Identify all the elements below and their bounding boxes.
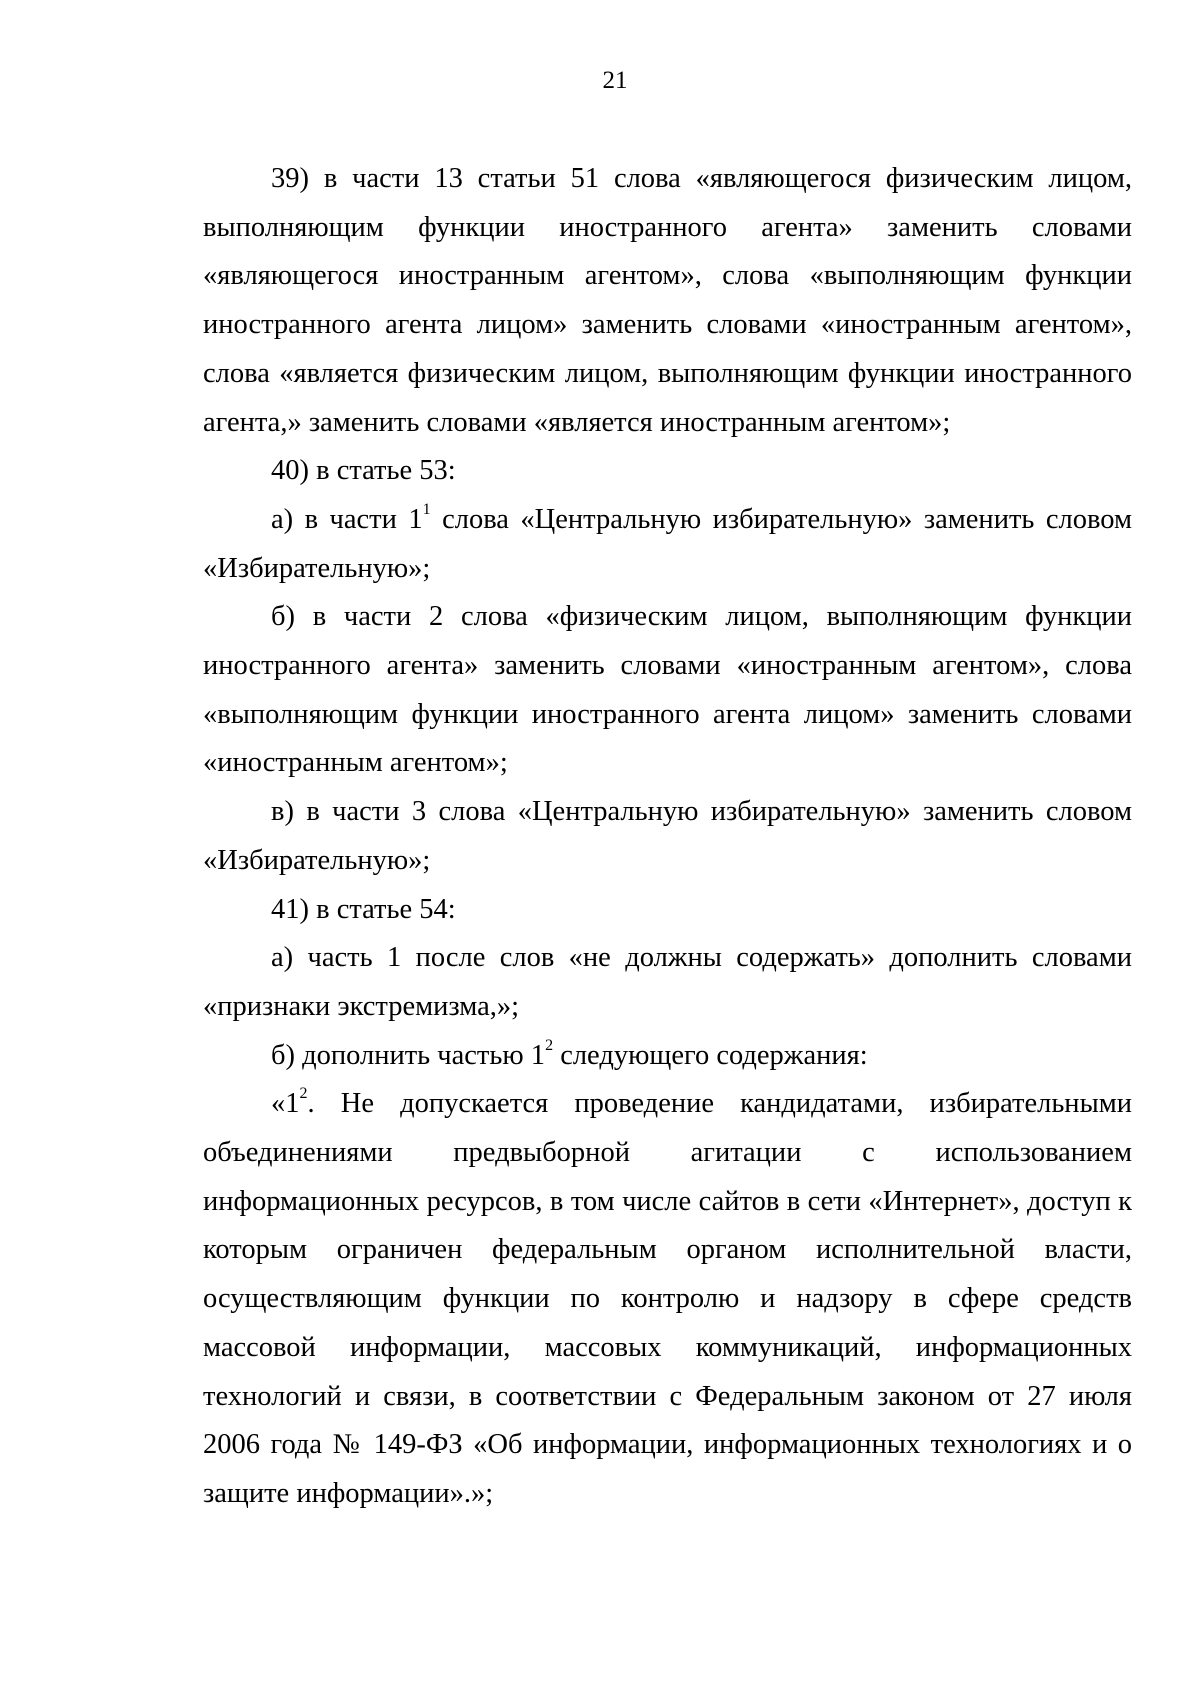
paragraph-item-39: 39) в части 13 статьи 51 слова «являющегося физическим лицом, выполняющим функции иностранного агента» заменить словами «являющегося иностранным агентом», слова «выполняющим функции иностранного агента лицом» заменить словами «иностранным агентом», слова «является физическим лицом, выполняющим функции иностранного агента,» заменить словами «является иностранным агентом»; — [203, 163, 1132, 438]
paragraph-item-41-header: 41) в статье 54: — [271, 893, 456, 925]
paragraph-text-before: б) дополнить частью 1 — [271, 1039, 546, 1071]
paragraph-item-41b — [203, 1032, 1132, 1081]
paragraph-item-41a: а) часть 1 после слов «не должны содержать» дополнить словами «признаки экстремизма,»; — [203, 942, 1132, 1022]
superscript-index: 2 — [299, 1085, 308, 1103]
paragraph-text-after: слова «Центральную избирательную» заменить словом «Избирательную»; — [203, 503, 1132, 584]
paragraph-text-after: следующего содержания: — [553, 1039, 868, 1071]
page-number: 21 — [602, 67, 628, 94]
paragraph-item-40-header: 40) в статье 53: — [271, 455, 456, 487]
paragraph-item-40v: в) в части 3 слова «Центральную избирательную» заменить словом «Избирательную»; — [203, 796, 1132, 876]
paragraph-item-40b: б) в части 2 слова «физическим лицом, выполняющим функции иностранного агента» заменить словами «иностранным агентом», слова «выполняющим функции иностранного агента лицом» заменить словами «иностранным агентом»; — [203, 601, 1132, 779]
paragraph-text-before: а) в части 1 — [271, 503, 423, 535]
paragraph-text-before: «1 — [271, 1088, 300, 1120]
superscript-index: 2 — [545, 1036, 554, 1054]
paragraph-quoted-part-1-2 — [203, 1080, 1132, 1518]
superscript-index: 1 — [422, 500, 431, 518]
document-body — [203, 155, 1132, 1519]
paragraph-item-40a — [203, 496, 1132, 593]
paragraph-text-after: . Не допускается проведение кандидатами, избирательными объединениями предвыборной агитации с использованием информационных ресурсов, в том числе сайтов в сети «Интернет», доступ к которым ограничен федеральным органом исполнительной власти, осуществляющим функции по контролю и надзору в сфере средств массовой информации, массовых коммуникаций, информационных технологий и связи, в соответствии с Федеральным законом от 27 июля 2006 года № 149-ФЗ «Об информации, информационных технологиях и о защите информации».»; — [203, 1088, 1132, 1509]
